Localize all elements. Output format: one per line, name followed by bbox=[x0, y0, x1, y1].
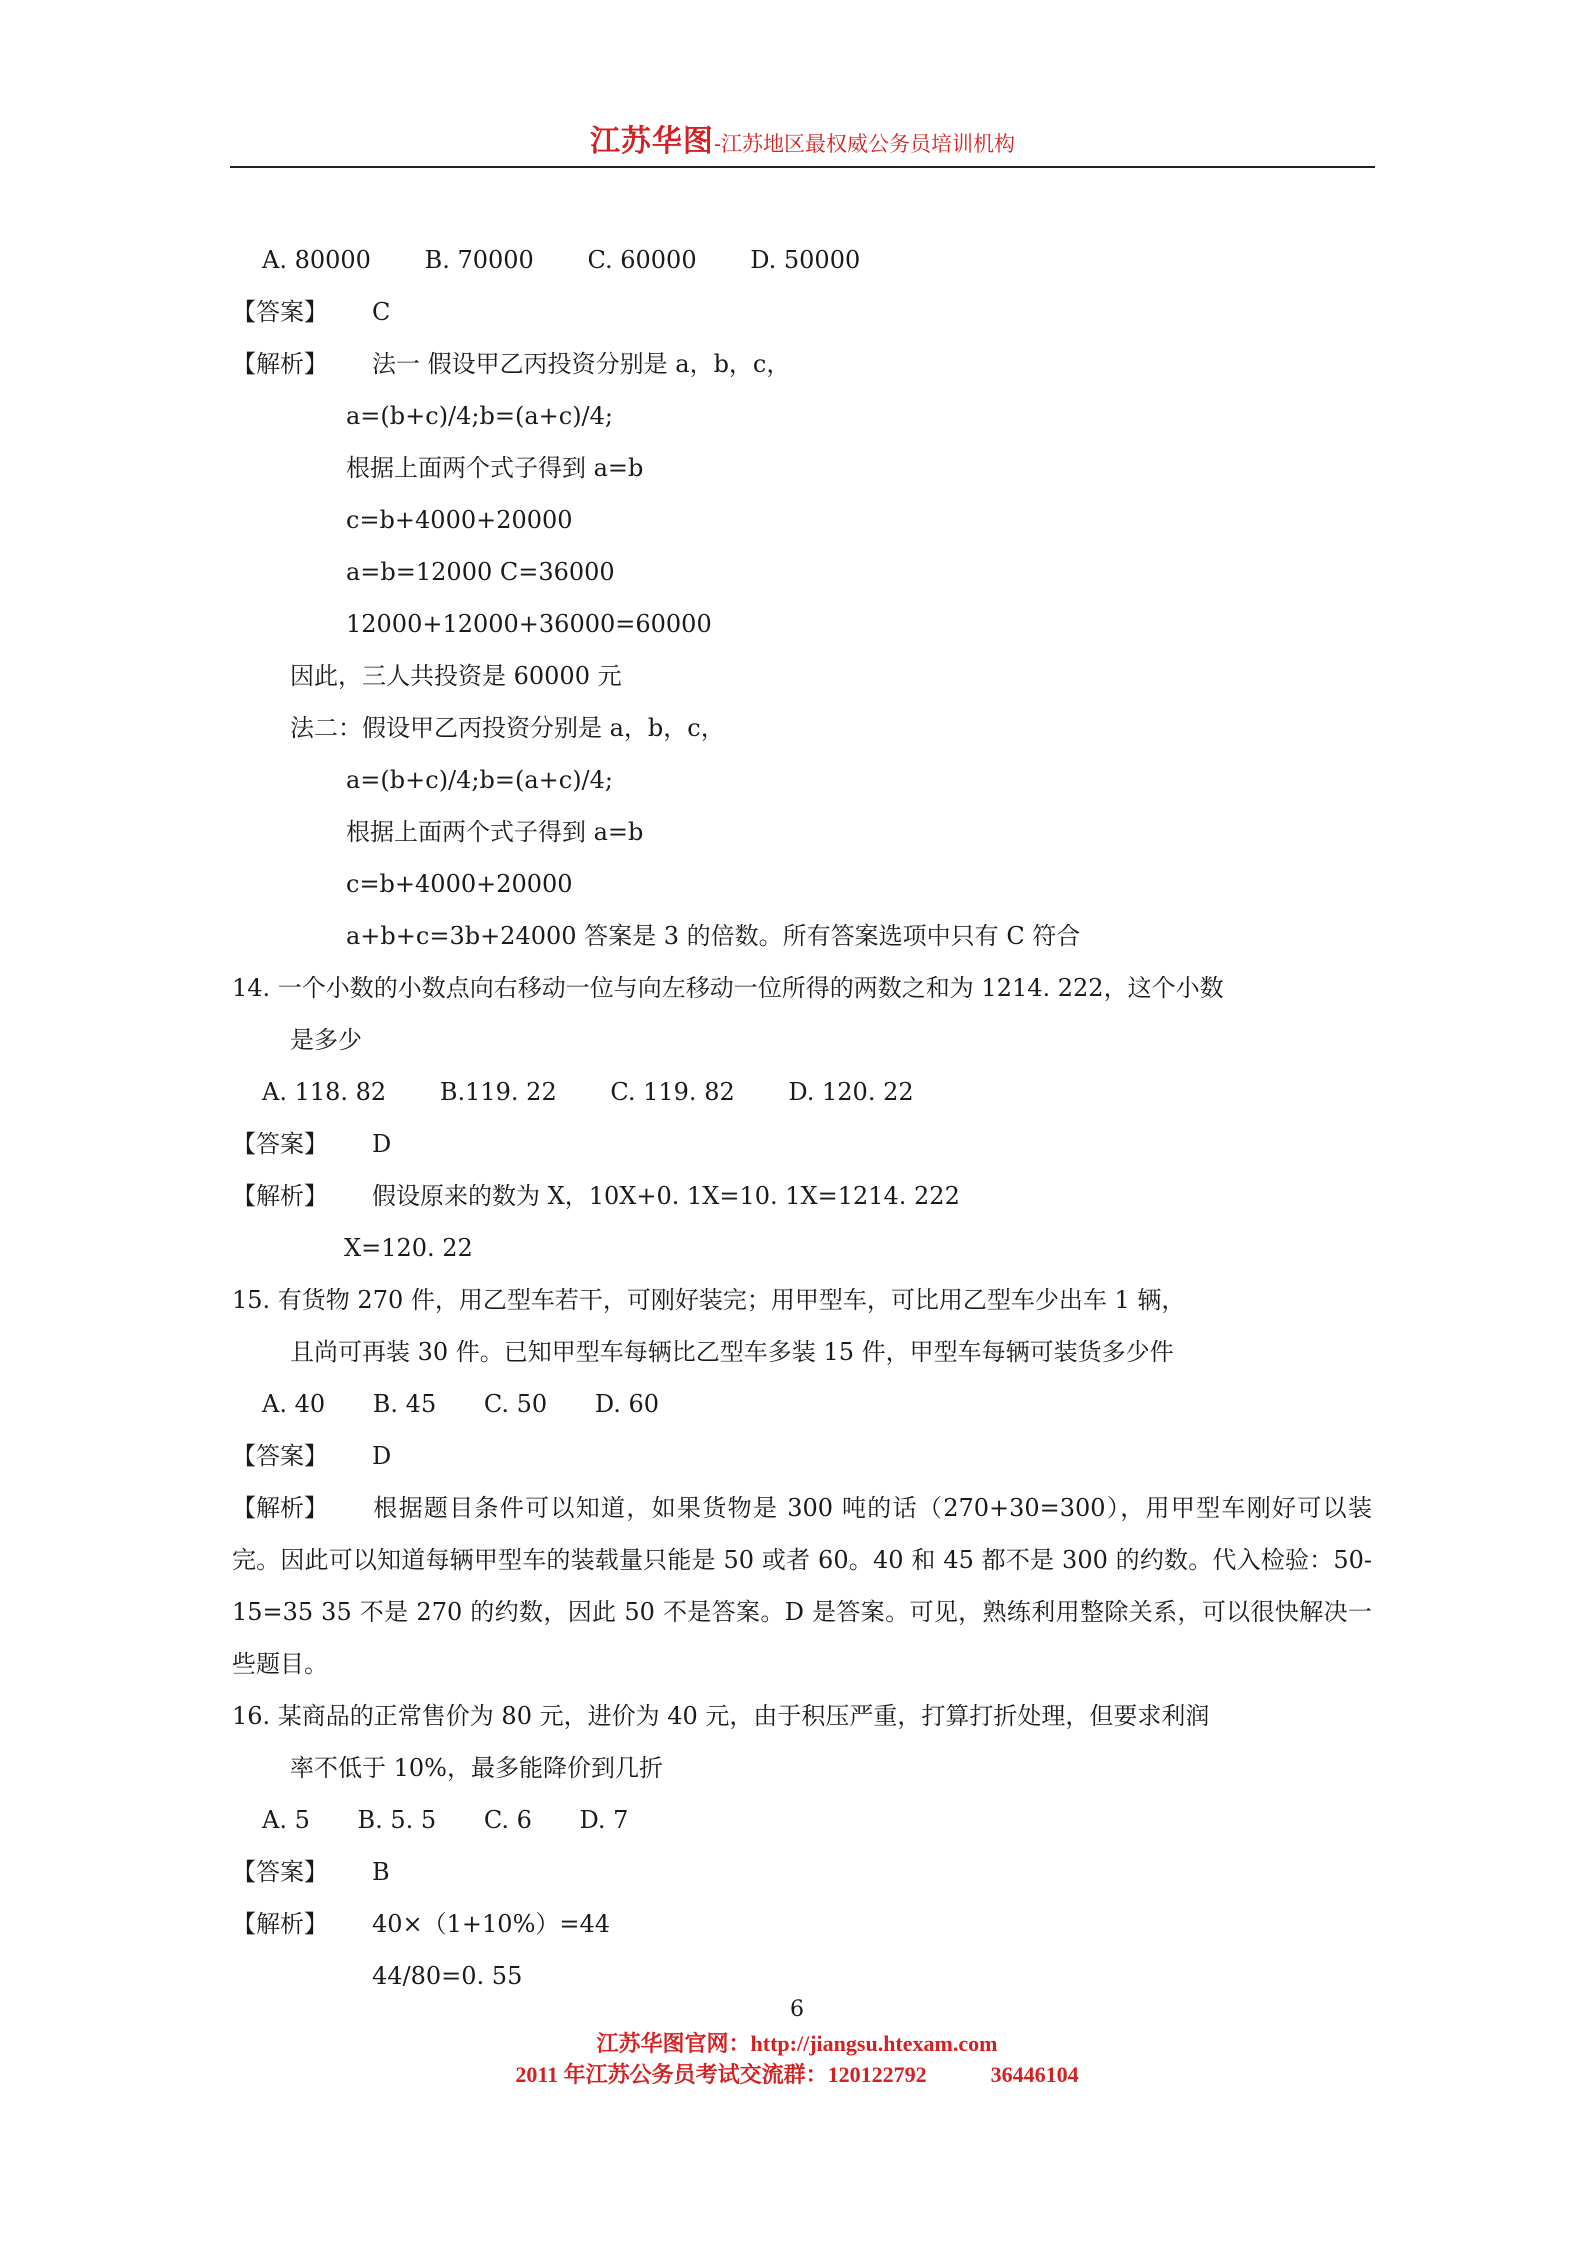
answer-label: 【答案】 bbox=[232, 298, 328, 326]
analysis-line: a=b=12000 C=36000 bbox=[346, 558, 615, 586]
method1-intro: 法一 假设甲乙丙投资分别是 a，b，c， bbox=[372, 350, 791, 378]
answer-value: D bbox=[372, 1442, 392, 1470]
answer-label: 【答案】 bbox=[232, 1858, 328, 1886]
q14-answer bbox=[232, 1118, 1377, 1170]
q16-options bbox=[232, 1794, 1377, 1846]
q13-answer bbox=[232, 286, 1377, 338]
q14-question-line: 14. 一个小数的小数点向右移动一位与向左移动一位所得的两数之和为 1214. 222，这个小数 bbox=[232, 974, 1224, 1002]
option-a: A. 118. 82 bbox=[262, 1078, 387, 1106]
analysis-line: a=(b+c)/4;b=(a+c)/4; bbox=[346, 766, 613, 794]
q13-analysis-heading bbox=[232, 338, 1377, 390]
q13-options bbox=[232, 234, 1377, 286]
page-number: 6 bbox=[790, 1997, 804, 2022]
footer-qq-group bbox=[0, 2058, 1594, 2089]
analysis-line: a=(b+c)/4;b=(a+c)/4; bbox=[346, 402, 613, 430]
answer-label: 【答案】 bbox=[232, 1130, 328, 1158]
option-b: B. 45 bbox=[372, 1390, 437, 1418]
q15-question-line: 15. 有货物 270 件，用乙型车若干，可刚好装完；用甲型车，可比用乙型车少出车 1 辆， bbox=[232, 1286, 1186, 1314]
option-d: D. 7 bbox=[579, 1806, 629, 1834]
answer-label: 【答案】 bbox=[232, 1442, 328, 1470]
analysis-line: 12000+12000+36000=60000 bbox=[346, 610, 712, 638]
document-body bbox=[232, 234, 1377, 2002]
method2-intro: 法二：假设甲乙丙投资分别是 a，b，c， bbox=[290, 714, 725, 742]
analysis-line: a+b+c=3b+24000 答案是 3 的倍数。所有答案选项中只有 C 符合 bbox=[346, 922, 1081, 950]
q16-question-line: 16. 某商品的正常售价为 80 元，进价为 40 元，由于积压严重，打算打折处理，但要求利润 bbox=[232, 1702, 1210, 1730]
analysis-line: c=b+4000+20000 bbox=[346, 870, 573, 898]
analysis-line: c=b+4000+20000 bbox=[346, 506, 573, 534]
answer-value: B bbox=[372, 1858, 390, 1886]
option-c: C. 60000 bbox=[587, 246, 697, 274]
option-c: C. 119. 82 bbox=[610, 1078, 735, 1106]
analysis-label: 【解析】 bbox=[232, 1182, 328, 1210]
q15-options bbox=[232, 1378, 1377, 1430]
answer-value: D bbox=[372, 1130, 392, 1158]
option-c: C. 50 bbox=[483, 1390, 548, 1418]
option-a: A. 5 bbox=[262, 1806, 310, 1834]
brand-tagline: -江苏地区最权威公务员培训机构 bbox=[713, 132, 1016, 156]
answer-value: C bbox=[372, 298, 391, 326]
q16-analysis bbox=[232, 1898, 1377, 1950]
q14-analysis bbox=[232, 1170, 1377, 1222]
brand-name: 江苏华图 bbox=[589, 124, 714, 159]
q15-answer bbox=[232, 1430, 1377, 1482]
analysis-line: 根据上面两个式子得到 a=b bbox=[346, 454, 644, 482]
page-header bbox=[230, 118, 1375, 168]
analysis-text: 根据题目条件可以知道，如果货物是 300 吨的话（270+30=300），用甲型车刚好可以装完。因此可以知道每辆甲型车的装载量只能是 50 或者 60。40 和 45 都不是 300 的约数。代入检验：50-15=35 35 不是 270 的约数，因此 50 不是答案。D 是答案。可见，熟练利用整除关系，可以很快解决一些题目。 bbox=[232, 1494, 1372, 1678]
analysis-label: 【解析】 bbox=[232, 350, 328, 378]
option-b: B.119. 22 bbox=[439, 1078, 557, 1106]
option-d: D. 60 bbox=[594, 1390, 659, 1418]
option-d: D. 120. 22 bbox=[788, 1078, 914, 1106]
analysis-label: 【解析】 bbox=[232, 1910, 328, 1938]
analysis-label: 【解析】 bbox=[232, 1494, 328, 1522]
option-b: B. 70000 bbox=[424, 246, 534, 274]
footer-group-text: 2011 年江苏公务员考试交流群：120122792 bbox=[515, 2062, 927, 2087]
method1-conclusion: 因此，三人共投资是 60000 元 bbox=[290, 662, 622, 690]
option-a: A. 40 bbox=[262, 1390, 326, 1418]
analysis-line: 44/80=0. 55 bbox=[372, 1962, 523, 1990]
q15-question-line: 且尚可再装 30 件。已知甲型车每辆比乙型车多装 15 件，甲型车每辆可装货多少件 bbox=[290, 1338, 1174, 1366]
q16-question-line: 率不低于 10%，最多能降价到几折 bbox=[290, 1754, 663, 1782]
option-a: A. 80000 bbox=[262, 246, 371, 274]
analysis-line: 根据上面两个式子得到 a=b bbox=[346, 818, 644, 846]
q14-question-line: 是多少 bbox=[290, 1026, 362, 1054]
footer-website: 江苏华图官网：http://jiangsu.htexam.com bbox=[596, 2031, 998, 2056]
q14-options bbox=[232, 1066, 1377, 1118]
q16-answer bbox=[232, 1846, 1377, 1898]
q15-analysis bbox=[232, 1482, 1372, 1690]
analysis-text: 40×（1+10%）=44 bbox=[372, 1910, 611, 1938]
analysis-text: 假设原来的数为 X，10X+0. 1X=10. 1X=1214. 222 bbox=[372, 1182, 960, 1210]
option-b: B. 5. 5 bbox=[357, 1806, 437, 1834]
footer-group-number: 36446104 bbox=[990, 2062, 1079, 2087]
analysis-line: X=120. 22 bbox=[344, 1234, 473, 1262]
option-d: D. 50000 bbox=[750, 246, 861, 274]
option-c: C. 6 bbox=[483, 1806, 532, 1834]
